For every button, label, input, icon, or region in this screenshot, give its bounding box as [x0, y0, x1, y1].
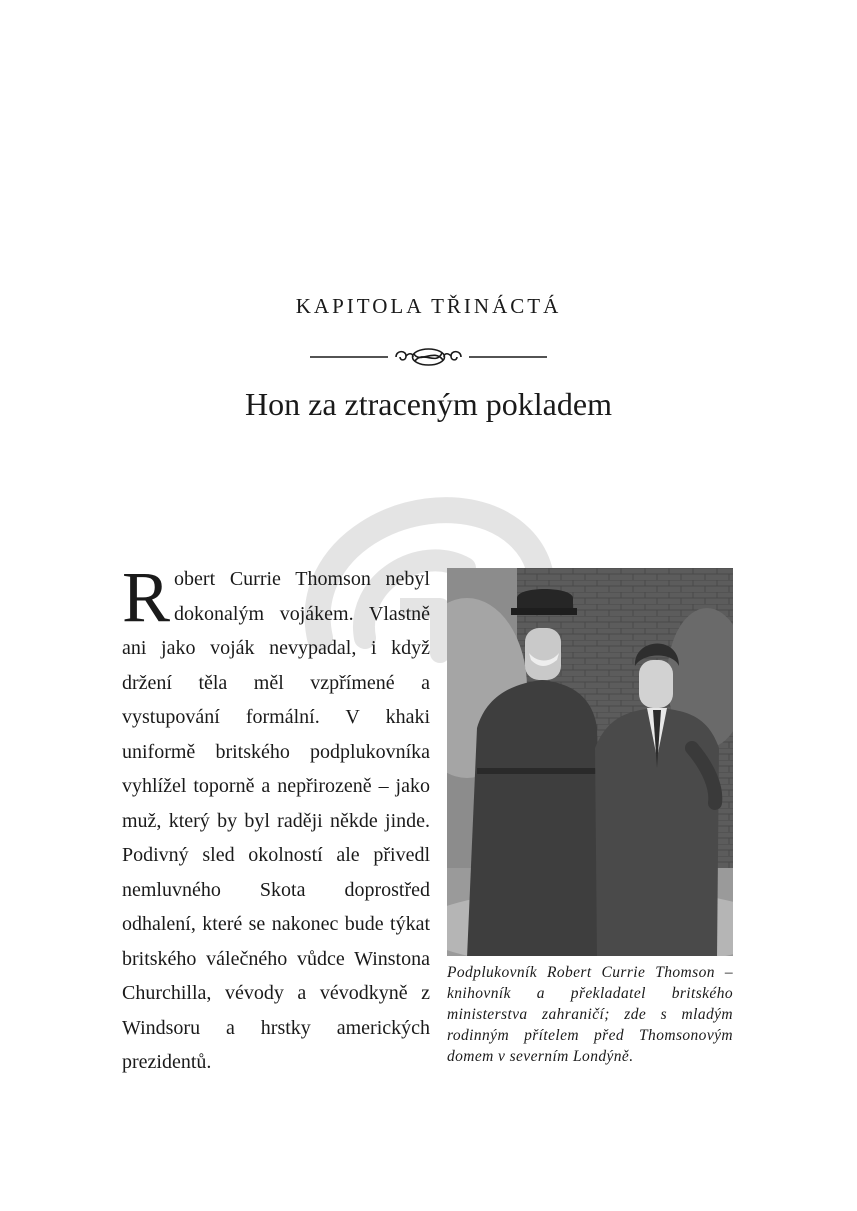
photo-caption: Podplukovník Robert Currie Thomson – knihovník a překladatel britského ministerstva zahraničí; zde s mladým rodinným přítelem před Thomsonovým domem v severním Londýně. — [447, 964, 733, 1065]
chapter-title: Hon za ztraceným pokladem — [245, 386, 612, 422]
historical-photograph — [447, 568, 733, 956]
ornament-divider — [300, 342, 557, 372]
paragraph-text: obert Currie Thomson nebyl dokonalým vojákem. Vlastně ani jako voják nevypadal, i když držení těla měl vzpřímené a vystupování formální. V khaki uniformě britského podplukovníka vyhlížel toporně a nepřirozeně – jako muž, který by byl raději někde jinde. Podivný sled okolností ale přivedl nemluvného Skota doprostřed odhalení, které se nakonec bude týkat britského válečného vůdce Winstona Churchilla, vévody a vévodkyně z Windsoru a hrstky amerických prezidentů. — [122, 568, 430, 1073]
chapter-label: KAPITOLA TŘINÁCTÁ — [295, 294, 562, 318]
chapter-opening-paragraph — [122, 557, 430, 1080]
photo-illustration — [447, 568, 733, 956]
drop-cap: R — [122, 557, 171, 637]
